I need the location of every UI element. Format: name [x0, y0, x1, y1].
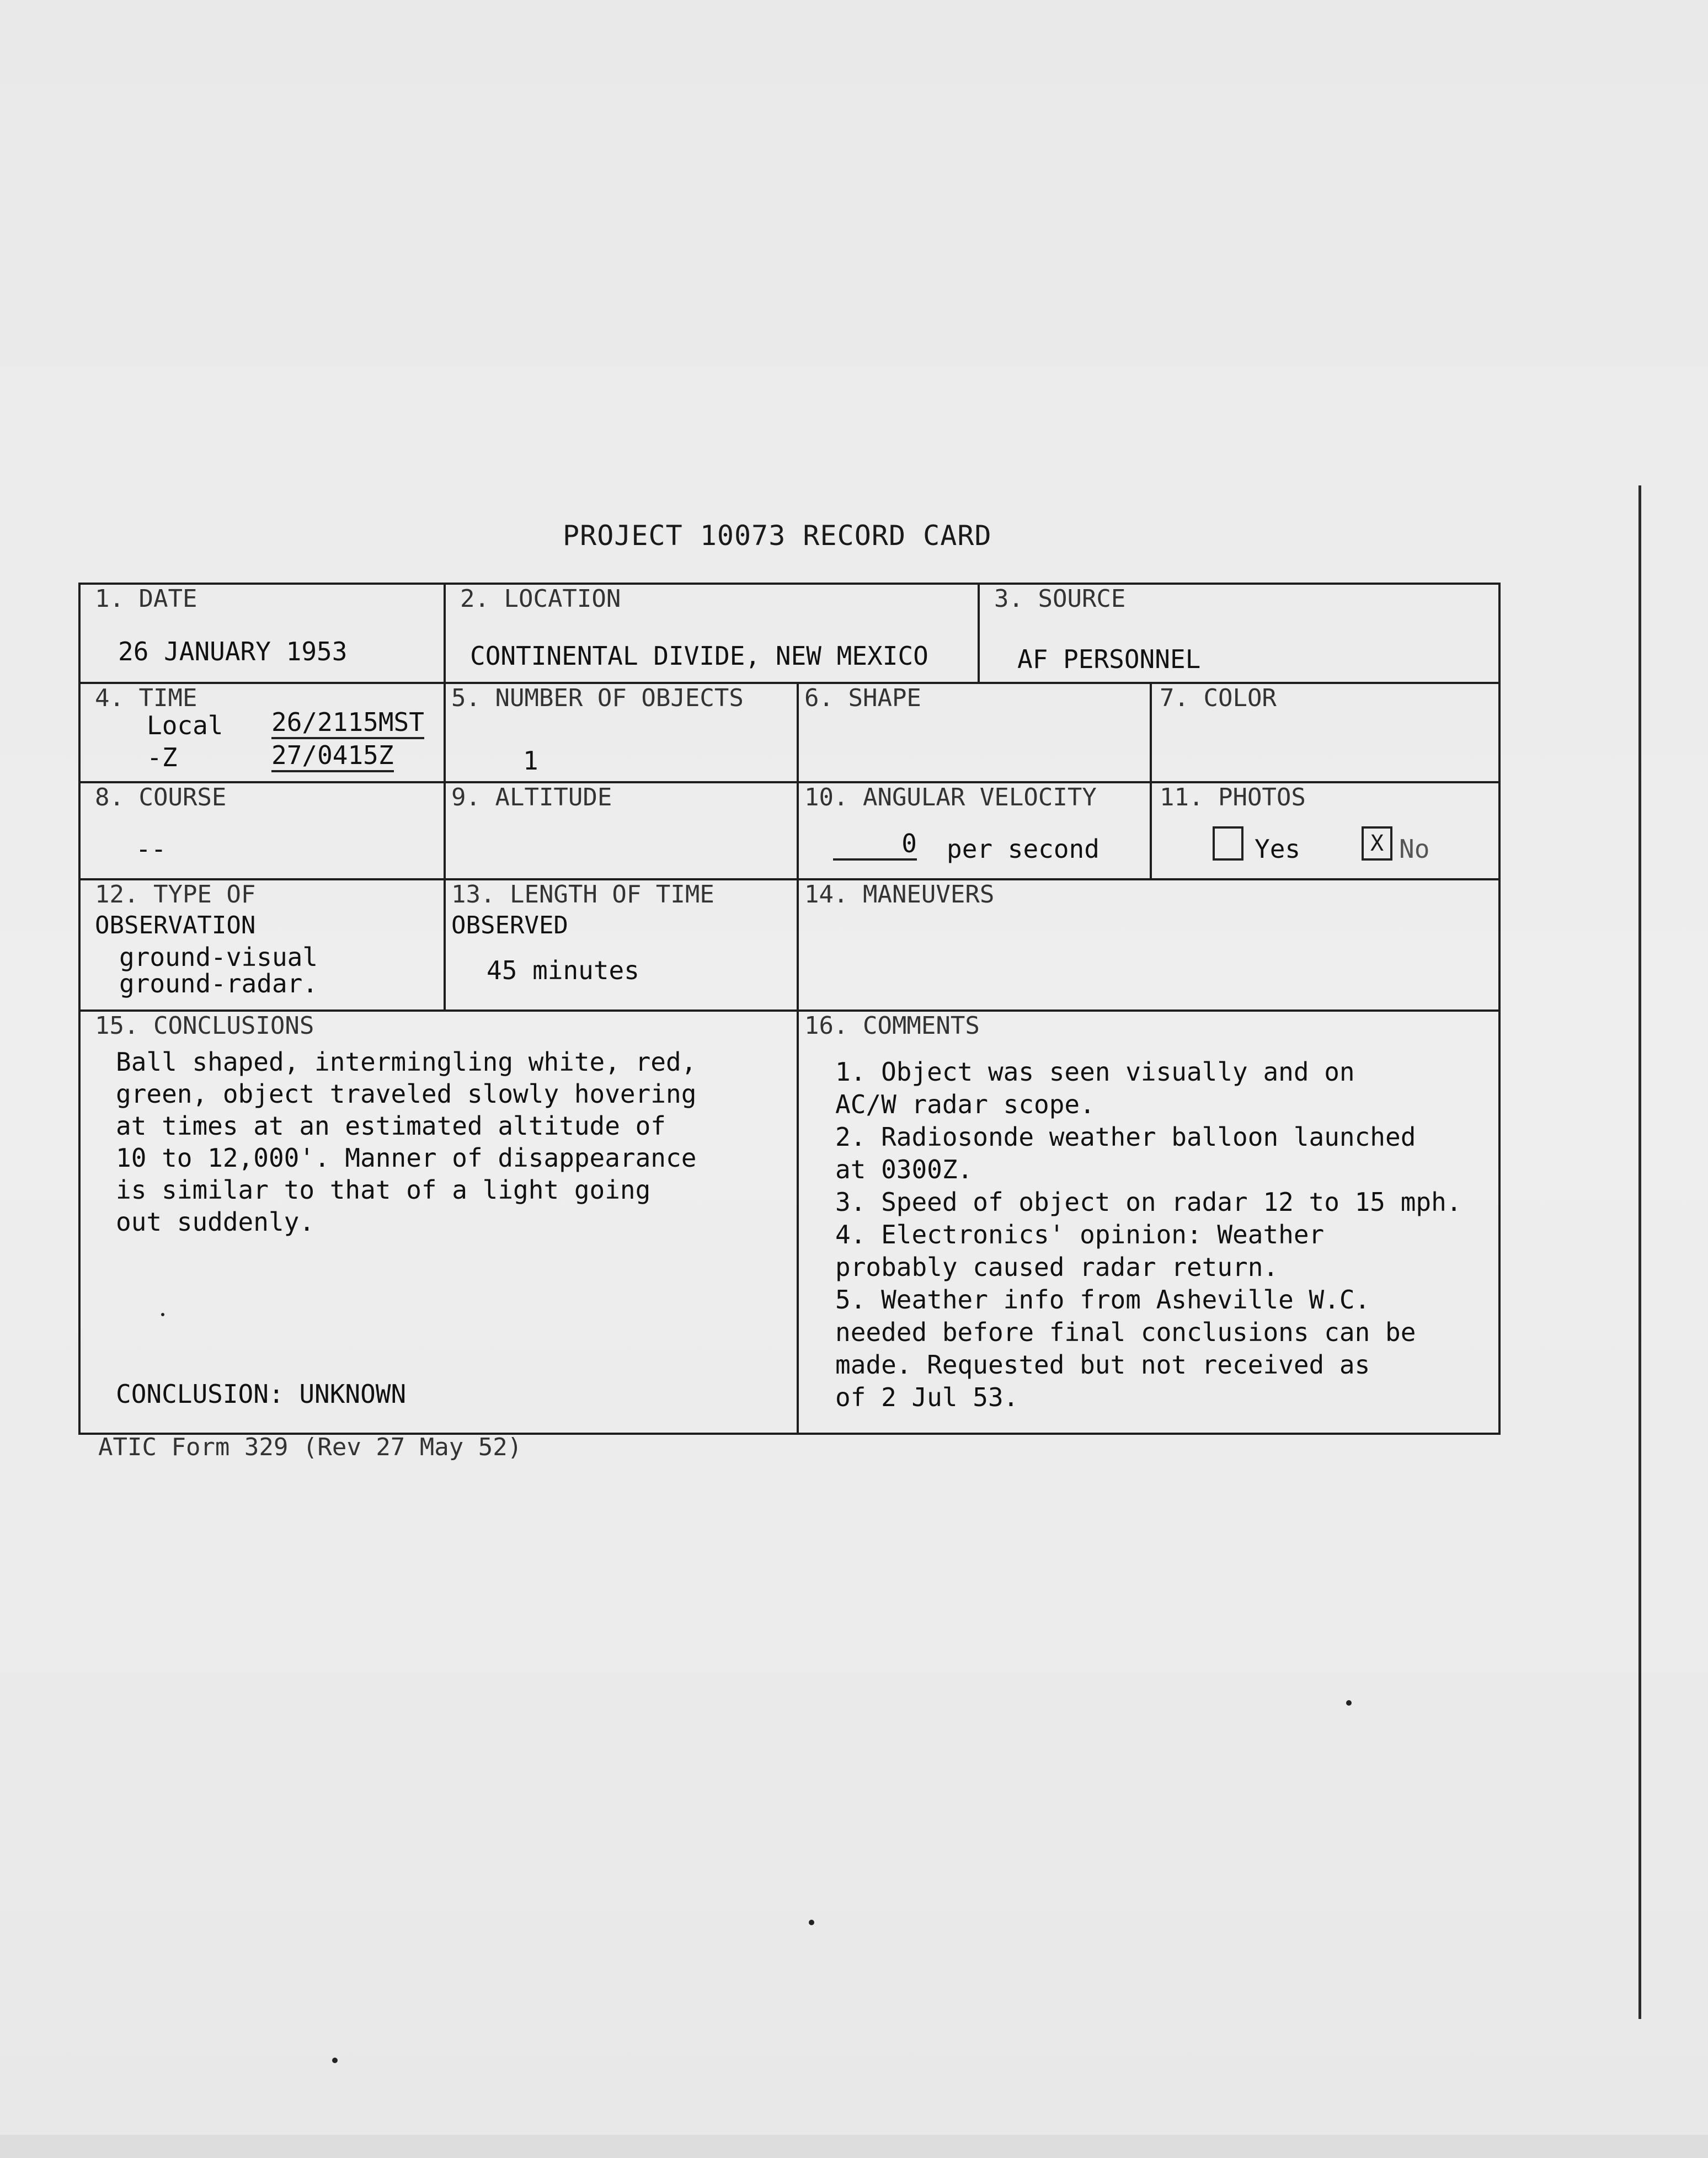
comments-line: probably caused radar return.	[835, 1252, 1279, 1282]
photos-yes-label: Yes	[1255, 834, 1301, 864]
form-footer: ATIC Form 329 (Rev 27 May 52)	[98, 1433, 522, 1461]
comments-line: made. Requested but not received as	[835, 1350, 1370, 1380]
color-cell	[1150, 682, 1501, 781]
conclusions-line: Ball shaped, intermingling white, red,	[116, 1047, 697, 1077]
location-cell	[444, 583, 978, 682]
comments-line: 4. Electronics' opinion: Weather	[835, 1220, 1325, 1249]
length-of-time-label-2: OBSERVED	[451, 911, 568, 939]
dust-speck	[161, 1313, 164, 1316]
shape-label: 6. SHAPE	[804, 684, 921, 712]
source-label: 3. SOURCE	[994, 585, 1126, 613]
conclusions-cell	[78, 1009, 797, 1435]
course-value: --	[136, 834, 167, 864]
time-cell	[78, 682, 444, 781]
color-label: 7. COLOR	[1160, 684, 1277, 712]
length-of-time-value: 45 minutes	[487, 955, 639, 985]
shape-cell	[797, 682, 1150, 781]
type-of-observation-value-2: ground-radar.	[119, 969, 318, 998]
maneuvers-cell	[797, 878, 1501, 1009]
conclusions-label: 15. CONCLUSIONS	[95, 1012, 314, 1040]
course-label: 8. COURSE	[95, 783, 227, 811]
comments-line: needed before final conclusions can be	[835, 1317, 1416, 1347]
date-value: 26 JANUARY 1953	[118, 637, 348, 666]
type-of-observation-cell	[78, 878, 444, 1009]
time-local-value: 26/2115MST	[271, 707, 424, 739]
comments-line: 2. Radiosonde weather balloon launched	[835, 1122, 1416, 1152]
photos-yes-checkbox[interactable]	[1213, 826, 1243, 861]
conclusions-line: is similar to that of a light going	[116, 1175, 651, 1205]
dust-speck	[809, 1920, 814, 1925]
card-title: PROJECT 10073 RECORD CARD	[563, 520, 992, 552]
comments-line: at 0300Z.	[835, 1155, 973, 1184]
comments-line: 3. Speed of object on radar 12 to 15 mph.	[835, 1187, 1462, 1217]
course-cell	[78, 781, 444, 878]
angular-velocity-label: 10. ANGULAR VELOCITY	[804, 783, 1097, 811]
number-of-objects-label: 5. NUMBER OF OBJECTS	[451, 684, 744, 712]
type-of-observation-label-1: 12. TYPE OF	[95, 880, 256, 909]
comments-text	[835, 1056, 1461, 1414]
comments-line: 5. Weather info from Asheville W.C.	[835, 1285, 1370, 1315]
angular-velocity-cell	[797, 781, 1150, 878]
length-of-time-cell	[444, 878, 797, 1009]
comments-line: AC/W radar scope.	[835, 1089, 1095, 1119]
angular-velocity-value: 0	[833, 829, 917, 861]
date-cell	[78, 583, 444, 682]
location-label: 2. LOCATION	[460, 585, 621, 613]
date-label: 1. DATE	[95, 585, 198, 613]
time-gmt-label: -Z	[147, 743, 178, 772]
conclusions-line: out suddenly.	[116, 1207, 315, 1237]
maneuvers-label: 14. MANEUVERS	[804, 880, 995, 909]
angular-velocity-unit: per second	[947, 834, 1099, 864]
time-gmt-value: 27/0415Z	[271, 740, 394, 772]
altitude-label: 9. ALTITUDE	[451, 783, 612, 811]
comments-cell	[797, 1009, 1501, 1435]
dust-speck	[1346, 1700, 1352, 1706]
conclusions-line: green, object traveled slowly hovering	[116, 1079, 697, 1109]
photos-no-label: No	[1399, 834, 1430, 864]
final-conclusion: CONCLUSION: UNKNOWN	[116, 1379, 407, 1409]
location-value: CONTINENTAL DIVIDE, NEW MEXICO	[470, 641, 928, 671]
type-of-observation-label-2: OBSERVATION	[95, 911, 256, 939]
film-edge-line	[1638, 485, 1641, 2019]
dust-speck	[332, 2058, 338, 2063]
photos-no-checkbox[interactable]: X	[1362, 826, 1392, 861]
comments-line: of 2 Jul 53.	[835, 1382, 1019, 1412]
conclusions-text	[116, 1046, 696, 1238]
comments-line: 1. Object was seen visually and on	[835, 1057, 1355, 1087]
length-of-time-label-1: 13. LENGTH OF TIME	[451, 880, 714, 909]
photos-label: 11. PHOTOS	[1160, 783, 1306, 811]
source-value: AF PERSONNEL	[1017, 644, 1201, 674]
source-cell	[978, 583, 1501, 682]
conclusions-line: at times at an estimated altitude of	[116, 1111, 666, 1141]
number-of-objects-value: 1	[523, 746, 538, 776]
photos-cell	[1150, 781, 1501, 878]
comments-label: 16. COMMENTS	[804, 1012, 980, 1040]
time-local-label: Local	[147, 711, 223, 740]
record-card	[78, 583, 1501, 1435]
film-bottom-strip	[0, 2135, 1708, 2158]
conclusions-line: 10 to 12,000'. Manner of disappearance	[116, 1143, 697, 1173]
number-of-objects-cell	[444, 682, 797, 781]
type-of-observation-value-1: ground-visual	[119, 942, 318, 972]
time-label: 4. TIME	[95, 684, 198, 712]
altitude-cell	[444, 781, 797, 878]
